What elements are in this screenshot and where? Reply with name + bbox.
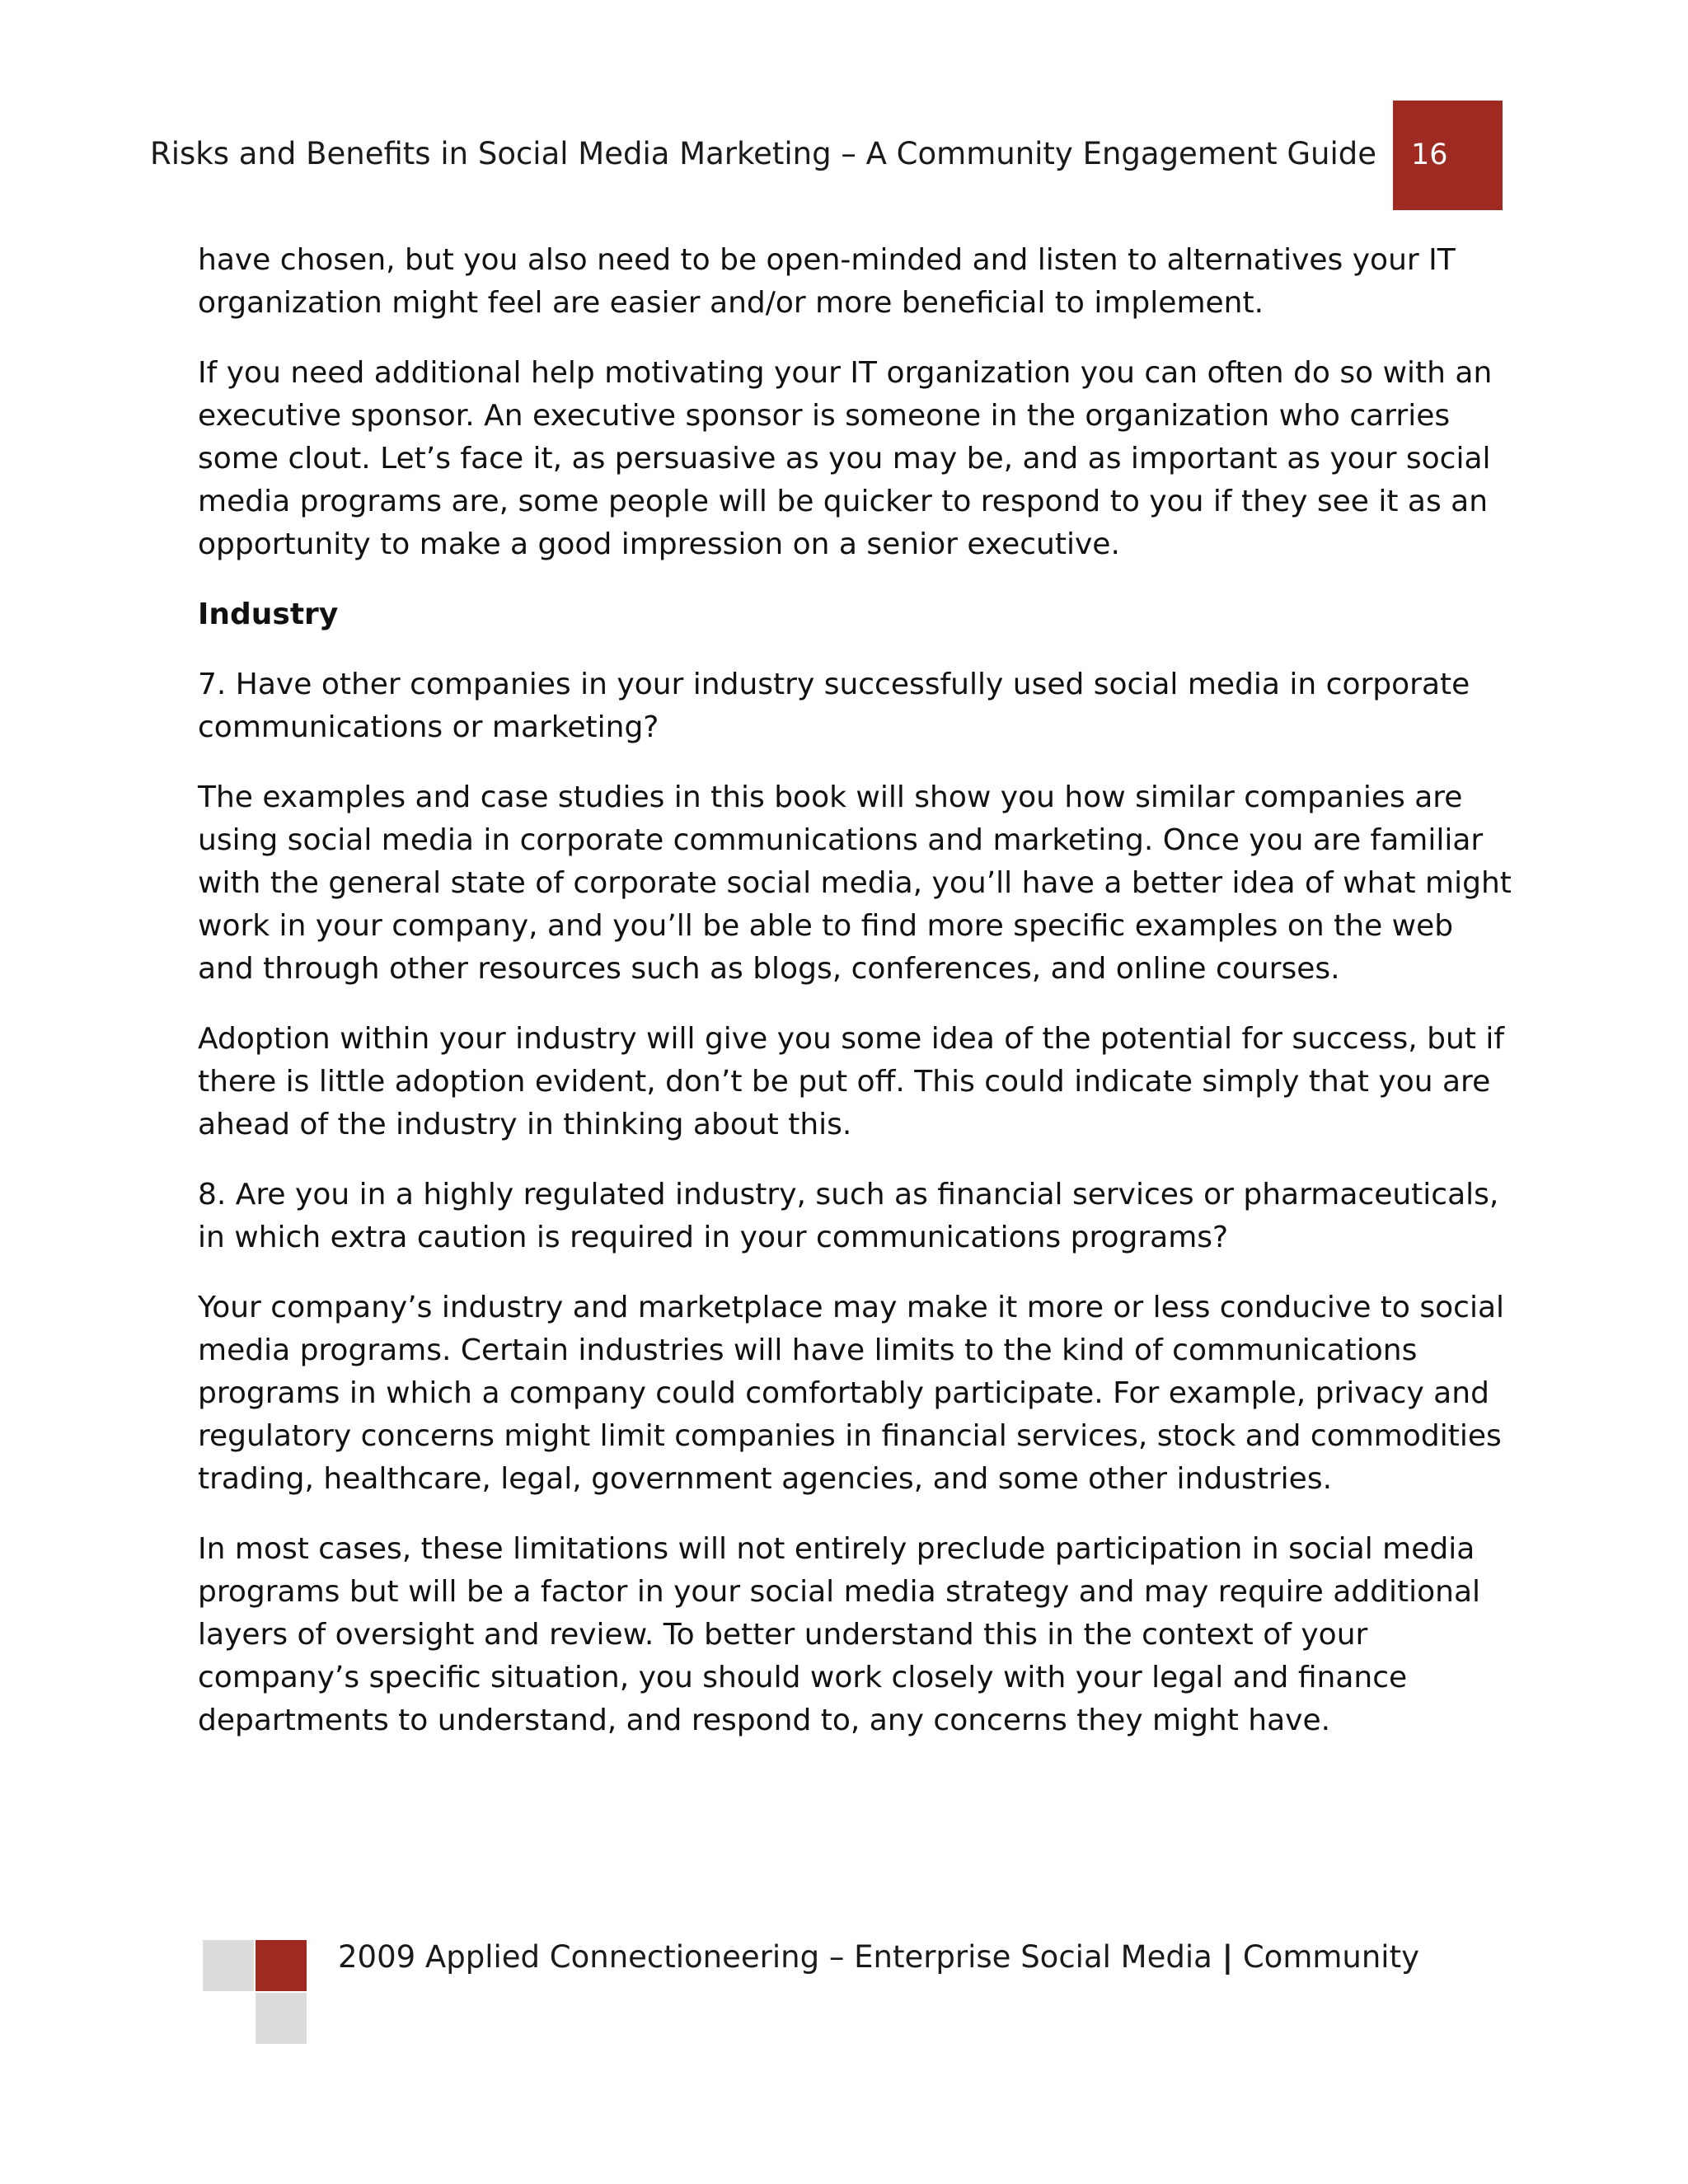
footer-decor-square-grey [203,1940,254,1991]
running-header-title: Risks and Benefits in Social Media Marketing – A Community Engagement Guide [150,136,1376,171]
footer-right-text: Community [1242,1939,1419,1975]
paragraph-limitations: In most cases, these limitations will not entirely preclude participation in social media programs but will be a factor in your social media strategy and may require additional layers of oversight and review. To better understand this in the context of your company’s specific situation, you should work closely with your legal and finance departments to understand, and respond to, any concerns they might have. [198,1532,1481,1737]
paragraph-executive-sponsor: If you need additional help motivating your IT organization you can often do so with an executive sponsor. An executive sponsor is someone in the organization who carries some clout. Let’s face it, as persuasive as you may be, and as important as your social media programs are, some people will be quicker to respond to you if they see it as an opportunity to make a good impression on a senior executive. [198,356,1493,561]
footer-separator: | [1221,1939,1234,1975]
footer-decor-square-grey-lower [256,1993,307,2044]
body-text [198,239,1517,1769]
page-footer [0,1920,1688,2060]
paragraph-adoption: Adoption within your industry will give you some idea of the potential for success, but if there is little adoption evident, don’t be put off. This could indicate simply that you are ahead of the industry in thinking about this. [198,1022,1505,1141]
page-number: 16 [1411,138,1448,171]
section-heading-industry: Industry [198,598,339,631]
paragraph-examples: The examples and case studies in this book will show you how similar companies are using social media in corporate communications and marketing. Once you are familiar with the general state of corporate social media, you’ll have a better idea of what might work in your company, and you’ll be able to find more specific examples on the web and through other resources such as blogs, conferences, and online courses. [198,780,1512,986]
footer-decor-square-red [256,1940,307,1991]
footer-left-text: 2009 Applied Connectioneering – Enterprise Social Media [338,1939,1212,1975]
question-7: 7. Have other companies in your industry successfully used social media in corporate communications or marketing? [198,668,1470,744]
page-number-box [1393,101,1503,210]
footer-text [338,1937,1419,1978]
page-header [0,0,1688,214]
paragraph-regulated-industry: Your company’s industry and marketplace may make it more or less conducive to social media programs. Certain industries will have limits to the kind of communications programs in which a company could comfortably participate. For example, privacy and regulatory concerns might limit companies in financial services, stock and commodities trading, healthcare, legal, government agencies, and some other industries. [198,1291,1505,1496]
paragraph-continuation: have chosen, but you also need to be open-minded and listen to alternatives your IT organization might feel are easier and/or more beneficial to implement. [198,243,1456,320]
question-8: 8. Are you in a highly regulated industry, such as financial services or pharmaceuticals, in which extra caution is required in your communications programs? [198,1178,1499,1254]
